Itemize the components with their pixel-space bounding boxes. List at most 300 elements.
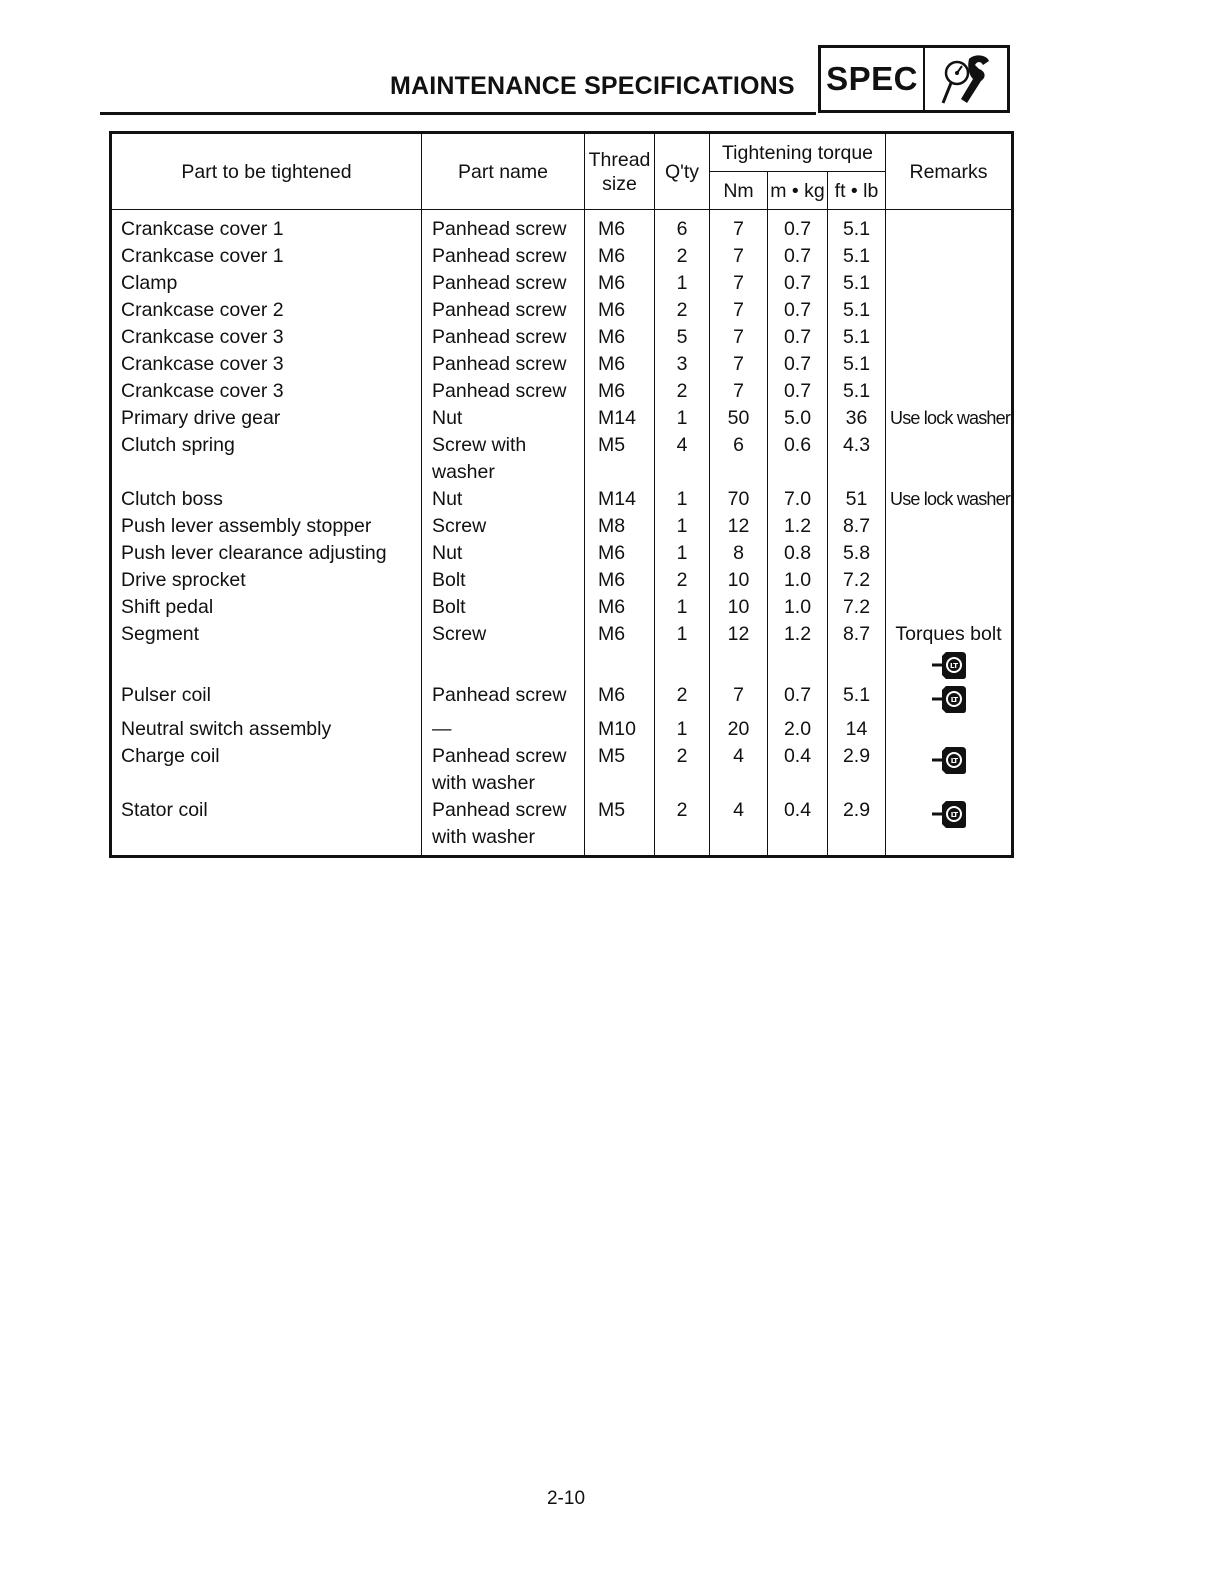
qty-cell [655,432,710,486]
remarks-cell [886,540,1013,567]
part-name: Panhead screw [432,380,567,402]
torque-nm-cell [710,797,768,857]
spec-table [109,131,1014,858]
torque-ftlb-cell [828,716,886,743]
remarks-cell [886,351,1013,378]
table-row [111,270,1013,297]
qty-cell [655,594,710,621]
remarks-cell [886,486,1013,513]
qty-cell [655,797,710,857]
part-to-be-tightened-cell [111,540,422,567]
torque-nm-cell [710,594,768,621]
header-thread-size-line1: Thread [588,148,651,171]
part-to-be-tightened-cell [111,567,422,594]
qty-cell [655,540,710,567]
remarks-cell [886,432,1013,486]
qty: 1 [676,596,688,618]
torque-ftlb-cell [828,513,886,540]
qty-cell [655,243,710,270]
torque-nm-cell [710,297,768,324]
spec-table-body [111,210,1013,857]
torque-mkg-cell [768,324,828,351]
header-mkg: m • kg [768,172,828,210]
remark-stack [890,621,1007,682]
torque-mkg-cell [768,567,828,594]
torque-mkg: 0.7 [783,245,812,267]
remark-stack [890,405,1011,432]
torque-nm-cell [710,716,768,743]
qty: 1 [676,542,688,564]
torque-ftlb: 8.7 [842,515,871,537]
torque-nm-cell [710,743,768,797]
part-name: Screw [432,515,487,537]
qty: 1 [676,515,688,537]
torque-ftlb-cell [828,378,886,405]
part-name: Panhead screw [432,245,567,267]
remark-stack [890,797,1007,831]
qty-cell [655,324,710,351]
qty: 5 [676,326,688,348]
torque-mkg: 5.0 [783,407,812,429]
part-name: Screw [432,623,487,645]
torque-ftlb-cell [828,270,886,297]
page-number: 2-10 [546,1488,586,1509]
part-to-be-tightened-cell [111,743,422,797]
torque-mkg-cell [768,378,828,405]
qty-cell [655,378,710,405]
qty: 2 [676,569,688,591]
table-row [111,540,1013,567]
locktite-lt-icon [890,648,1007,682]
thread-size: M6 [598,623,626,645]
part-name: Panhead screw [432,684,567,706]
remark-stack [890,743,1007,777]
qty: 2 [676,799,688,821]
torque-ftlb-cell [828,324,886,351]
part-name-continued: with washer [432,826,535,848]
part-to-be-tightened-cell [111,716,422,743]
svg-text:LT: LT [950,811,957,819]
spec-label: SPEC [821,48,925,110]
locktite-lt-icon [890,743,1007,777]
thread-size: M6 [598,380,626,402]
part-to-be-tightened-cell [111,297,422,324]
spec-badge [818,45,1010,113]
remarks-cell [886,324,1013,351]
part-to-be-tightened: Clutch boss [121,488,223,510]
svg-text:LT: LT [950,757,957,765]
torque-mkg: 0.7 [783,326,812,348]
torque-ftlb: 5.1 [842,272,871,294]
remarks-cell [886,513,1013,540]
torque-mkg-cell [768,621,828,682]
header-part-name: Part name [422,133,585,210]
part-to-be-tightened-cell [111,405,422,432]
torque-ftlb: 4.3 [842,434,871,456]
qty: 6 [676,218,688,240]
part-to-be-tightened-cell [111,621,422,682]
part-name: Panhead screw [432,299,567,321]
torque-mkg: 0.7 [783,272,812,294]
thread-size: M6 [598,326,626,348]
remarks-cell [886,743,1013,797]
part-to-be-tightened: Primary drive gear [121,407,281,429]
remarks-cell [886,797,1013,857]
torque-nm-cell [710,378,768,405]
part-name-continued: washer [432,461,495,483]
header-thread-size-line2: size [602,172,637,195]
torque-mkg-cell [768,405,828,432]
part-name-cell [422,716,585,743]
torque-nm: 7 [733,218,744,240]
part-name-cell [422,351,585,378]
header-remarks: Remarks [886,133,1013,210]
thread-size: M6 [598,569,626,591]
qty-cell [655,210,710,244]
remarks-cell [886,378,1013,405]
torque-nm: 12 [727,623,750,645]
torque-ftlb: 5.1 [842,684,871,706]
qty: 2 [676,380,688,402]
torque-mkg: 0.8 [783,542,812,564]
torque-nm: 7 [733,353,744,375]
torque-nm-cell [710,486,768,513]
thread-size: M6 [598,353,626,375]
torque-mkg-cell [768,486,828,513]
table-row [111,432,1013,486]
part-name: Panhead screw [432,745,567,767]
qty-cell [655,486,710,513]
part-to-be-tightened: Shift pedal [121,596,214,618]
torque-ftlb: 7.2 [842,569,871,591]
thread-size-cell [585,682,655,716]
torque-ftlb-cell [828,432,886,486]
part-to-be-tightened-cell [111,594,422,621]
part-to-be-tightened-cell [111,486,422,513]
torque-nm: 50 [727,407,750,429]
part-name: Screw with [432,434,527,456]
part-to-be-tightened: Clutch spring [121,434,235,456]
table-row [111,716,1013,743]
thread-size: M10 [598,718,636,740]
part-name-cell [422,621,585,682]
qty: 1 [676,488,688,510]
remarks-cell [886,270,1013,297]
thread-size-cell [585,378,655,405]
remark-text: Torques bolt [895,623,1002,645]
part-name: — [432,718,452,740]
thread-size: M14 [598,407,636,429]
torque-mkg: 0.7 [783,380,812,402]
thread-size-cell [585,270,655,297]
torque-nm-cell [710,210,768,244]
torque-mkg-cell [768,297,828,324]
torque-ftlb: 5.1 [842,326,871,348]
torque-nm: 4 [733,745,744,767]
torque-mkg: 7.0 [783,488,812,510]
remark-stack [890,682,1007,716]
part-name: Panhead screw [432,326,567,348]
torque-nm: 8 [733,542,744,564]
thread-size-cell [585,432,655,486]
part-to-be-tightened: Crankcase cover 3 [121,380,284,402]
part-to-be-tightened-cell [111,243,422,270]
header-thread-size [585,133,655,210]
gauge-wrench-icon [925,48,1007,110]
thread-size-cell [585,513,655,540]
header-qty: Q'ty [655,133,710,210]
remarks-cell [886,210,1013,244]
torque-mkg-cell [768,243,828,270]
torque-ftlb: 2.9 [842,799,871,821]
part-name-cell [422,486,585,513]
qty-cell [655,405,710,432]
thread-size: M6 [598,684,626,706]
page-title: MAINTENANCE SPECIFICATIONS [390,72,795,100]
qty: 2 [676,745,688,767]
part-name-cell [422,324,585,351]
part-name: Bolt [432,569,466,591]
part-name: Panhead screw [432,799,567,821]
torque-nm: 12 [727,515,750,537]
remarks-cell [886,682,1013,716]
header-ftlb: ft • lb [828,172,886,210]
torque-mkg: 1.0 [783,596,812,618]
table-row [111,743,1013,797]
thread-size: M6 [598,542,626,564]
torque-nm: 7 [733,299,744,321]
part-name: Panhead screw [432,218,567,240]
header-nm: Nm [710,172,768,210]
torque-nm-cell [710,243,768,270]
torque-mkg-cell [768,513,828,540]
qty: 2 [676,245,688,267]
torque-mkg-cell [768,594,828,621]
table-row [111,682,1013,716]
thread-size-cell [585,797,655,857]
part-to-be-tightened: Stator coil [121,799,208,821]
part-name-cell [422,567,585,594]
thread-size-cell [585,486,655,513]
qty-cell [655,743,710,797]
torque-nm-cell [710,432,768,486]
torque-nm: 70 [727,488,750,510]
qty-cell [655,351,710,378]
header-row-1 [111,133,1013,172]
torque-nm-cell [710,513,768,540]
part-to-be-tightened: Crankcase cover 3 [121,326,284,348]
torque-ftlb: 14 [845,718,868,740]
torque-nm-cell [710,324,768,351]
thread-size-cell [585,716,655,743]
torque-nm-cell [710,682,768,716]
part-to-be-tightened-cell [111,513,422,540]
remarks-cell [886,567,1013,594]
remarks-cell [886,243,1013,270]
qty: 1 [676,718,688,740]
torque-ftlb-cell [828,297,886,324]
qty-cell [655,297,710,324]
qty: 1 [676,407,688,429]
torque-nm: 7 [733,684,744,706]
torque-nm-cell [710,540,768,567]
locktite-lt-icon [890,797,1007,831]
table-row [111,513,1013,540]
part-name-cell [422,682,585,716]
torque-ftlb: 5.1 [842,380,871,402]
qty: 3 [676,353,688,375]
torque-mkg: 0.7 [783,218,812,240]
torque-ftlb-cell [828,405,886,432]
thread-size: M5 [598,745,626,767]
thread-size-cell [585,297,655,324]
thread-size: M6 [598,245,626,267]
part-name-cell [422,594,585,621]
part-name: Nut [432,407,463,429]
part-name-cell [422,797,585,857]
part-name: Panhead screw [432,353,567,375]
part-to-be-tightened: Charge coil [121,745,220,767]
torque-mkg-cell [768,210,828,244]
remark-text: Use lock washer [890,408,1011,428]
torque-nm: 10 [727,596,750,618]
torque-nm: 6 [733,434,744,456]
header-tightening-torque: Tightening torque [710,133,886,172]
remark-text: Use lock washer [890,489,1011,509]
torque-ftlb: 8.7 [842,623,871,645]
torque-mkg-cell [768,682,828,716]
part-to-be-tightened: Crankcase cover 1 [121,245,284,267]
part-name-cell [422,432,585,486]
thread-size-cell [585,594,655,621]
torque-nm-cell [710,405,768,432]
qty: 4 [676,434,688,456]
torque-nm-cell [710,351,768,378]
part-name-cell [422,743,585,797]
torque-nm-cell [710,567,768,594]
table-row [111,594,1013,621]
torque-mkg: 0.6 [783,434,812,456]
part-to-be-tightened-cell [111,210,422,244]
part-name-cell [422,378,585,405]
torque-ftlb-cell [828,540,886,567]
part-to-be-tightened: Pulser coil [121,684,211,706]
table-row [111,243,1013,270]
torque-mkg-cell [768,797,828,857]
part-to-be-tightened: Push lever assembly stopper [121,515,372,537]
table-row [111,405,1013,432]
torque-mkg: 0.7 [783,353,812,375]
remarks-cell [886,594,1013,621]
torque-nm: 10 [727,569,750,591]
remarks-cell [886,405,1013,432]
torque-mkg: 0.4 [783,745,812,767]
torque-ftlb: 5.1 [842,299,871,321]
torque-mkg: 1.2 [783,623,812,645]
torque-mkg-cell [768,716,828,743]
thread-size: M5 [598,434,626,456]
thread-size-cell [585,743,655,797]
part-name-cell [422,210,585,244]
part-to-be-tightened-cell [111,432,422,486]
torque-nm: 7 [733,245,744,267]
qty-cell [655,682,710,716]
torque-ftlb: 5.1 [842,218,871,240]
torque-nm: 7 [733,272,744,294]
torque-ftlb-cell [828,486,886,513]
torque-ftlb: 5.8 [842,542,871,564]
torque-ftlb: 2.9 [842,745,871,767]
part-to-be-tightened: Crankcase cover 3 [121,353,284,375]
torque-ftlb-cell [828,743,886,797]
torque-ftlb: 5.1 [842,353,871,375]
part-name-cell [422,405,585,432]
part-name-cell [422,513,585,540]
torque-nm-cell [710,270,768,297]
torque-mkg: 1.2 [783,515,812,537]
torque-mkg: 2.0 [783,718,812,740]
part-to-be-tightened: Drive sprocket [121,569,246,591]
part-to-be-tightened: Neutral switch assembly [121,718,332,740]
part-name-cell [422,243,585,270]
part-to-be-tightened: Push lever clearance adjusting [121,542,387,564]
svg-text:LT: LT [949,662,958,670]
remarks-cell [886,716,1013,743]
table-row [111,351,1013,378]
part-name-cell [422,297,585,324]
table-row [111,621,1013,682]
remark-stack [890,486,1011,513]
torque-nm-cell [710,621,768,682]
qty-cell [655,621,710,682]
qty: 2 [676,684,688,706]
thread-size: M6 [598,299,626,321]
title-rule [100,112,816,115]
locktite-lt-icon [890,682,1007,716]
thread-size: M14 [598,488,636,510]
part-to-be-tightened-cell [111,682,422,716]
thread-size-cell [585,324,655,351]
table-row [111,297,1013,324]
torque-nm: 7 [733,380,744,402]
table-row [111,324,1013,351]
thread-size: M6 [598,218,626,240]
table-row [111,378,1013,405]
torque-mkg: 0.7 [783,684,812,706]
torque-ftlb-cell [828,621,886,682]
torque-mkg: 1.0 [783,569,812,591]
part-to-be-tightened-cell [111,270,422,297]
torque-mkg: 0.7 [783,299,812,321]
torque-ftlb-cell [828,797,886,857]
part-to-be-tightened: Segment [121,623,200,645]
torque-ftlb-cell [828,210,886,244]
thread-size-cell [585,210,655,244]
thread-size: M6 [598,596,626,618]
torque-ftlb-cell [828,682,886,716]
torque-ftlb-cell [828,567,886,594]
thread-size-cell [585,621,655,682]
thread-size-cell [585,567,655,594]
part-to-be-tightened: Clamp [121,272,178,294]
torque-ftlb-cell [828,594,886,621]
torque-nm: 20 [727,718,750,740]
part-to-be-tightened: Crankcase cover 1 [121,218,284,240]
remarks-cell [886,621,1013,682]
qty-cell [655,513,710,540]
table-row [111,797,1013,857]
torque-ftlb-cell [828,243,886,270]
